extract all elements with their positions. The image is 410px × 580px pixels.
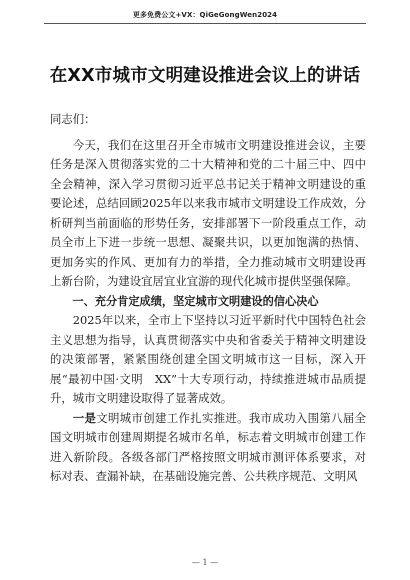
point-one-lead: 一是 [72, 410, 97, 425]
header-banner: 更多免费公文+VX：QiGeGongWen2024 [132, 11, 278, 19]
document-body [50, 110, 366, 487]
paragraph-intro: 今天，我们在这里召开全市城市文明建设推进会议，主要任务是深入贯彻落实党的二十大精神和党的二十届三中、四中全会精神，深入学习贯彻习近平总书记关于精神文明建设的重要论述，总结回顾2025年以来我市城市文明建设工作成效，分析研判当前面临的形势任务，安排部署下一阶段重点工作，动员全市上下进一步统一思想、凝聚共识，以更加饱满的热情、更加务实的作风、更加有力的举措，全力推动城市文明建设再上新台阶，为建设宜居宜业宜游的现代化城市提供坚强保障。 [50, 137, 366, 288]
paragraph-point-one [50, 409, 366, 487]
paragraph-achievements: 2025年以来，全市上下坚持以习近平新时代中国特色社会主义思想为指导，认真贯彻落实中央和省委关于精神文明建设的决策部署，紧紧围绕创建全国文明城市这一目标，深入开展“最初中国·文明 XX”十大专项行动，持续推进城市品质提升，城市文明建设取得了显著成效。 [50, 313, 366, 405]
salutation: 同志们： [50, 112, 96, 126]
page-number: — 1 — [191, 558, 219, 567]
section-heading-1: 一、充分肯定成绩，坚定城市文明建设的信心决心 [72, 294, 319, 308]
header-divider [44, 23, 366, 24]
point-one-text: 文明城市创建工作扎实推进。我市成功入围第八届全国文明城市创建周期提名城市名单，标志着文明城市创建工作进入新阶段。各级各部门严格按照文明城市测评体系要求，对标对表、查漏补缺，在基础设施完善、公共秩序规范、文明风 [50, 410, 366, 483]
document-title: 在XX市城市文明建设推进会议上的讲话 [49, 66, 361, 86]
